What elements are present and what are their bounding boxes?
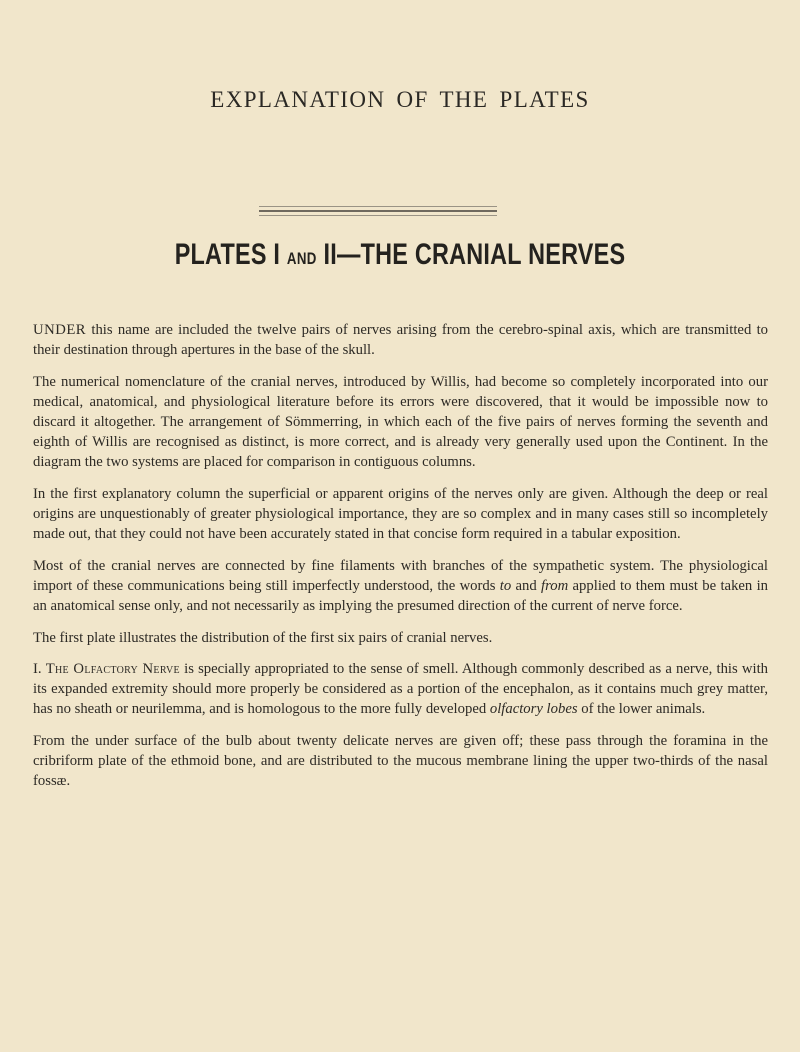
section-title-and: AND	[286, 249, 317, 268]
paragraph-text: applied to them must be taken in an anatomical sense only, and not necessarily as implying the presumed direction of the current of nerve force.	[33, 578, 768, 614]
decorative-rule	[259, 206, 497, 219]
paragraph-text: this name are included the twelve pairs of nerves arising from the cerebro-spinal axis, which are transmitted to their destination through apertures in the base of the skull.	[33, 322, 768, 358]
italic-term: olfactory lobes	[489, 701, 578, 717]
paragraph: From the under surface of the bulb about twenty delicate nerves are given off; these pass through the foramina in the cribriform plate of the ethmoid bone, and are distributed to the mucous membrane lining the upper two-thirds of the nasal fossæ.	[33, 733, 768, 789]
paragraph	[33, 320, 768, 360]
nerve-name: The Olfactory Nerve	[45, 661, 180, 677]
paragraph: In the first explanatory column the superficial or apparent origins of the nerves only are given. Although the deep or real origins are unquestionably of greater physiological importance, they are so complex and in many cases still so incompletely made out, that they could not have been accurately stated in that concise form required in a tabular exposition.	[33, 486, 768, 542]
section-title-part1: PLATES I	[174, 238, 287, 271]
paragraph-text: of the lower animals.	[577, 701, 706, 717]
nerve-number: I.	[33, 661, 46, 677]
paragraph-text: and	[511, 578, 542, 594]
lead-word: UNDER	[33, 322, 87, 338]
paragraph	[33, 556, 768, 616]
section-title-part2: II—THE CRANIAL NERVES	[316, 238, 626, 271]
section-title	[88, 238, 712, 272]
italic-word: to	[499, 578, 512, 594]
paragraph-text: is specially appropriated to the sense of smell. Although commonly described as a nerve, this with its expanded extremity should more properly be considered as a portion of the encephalon, as it contains much grey matter, has no sheath or neurilemma, and is homologous to the more fully developed	[33, 661, 768, 717]
paragraph: The numerical nomenclature of the cranial nerves, introduced by Willis, had become so completely incorporated into our medical, anatomical, and physiological literature before its errors were discovered, that it would be impossible now to discard it altogether. The arrangement of Sömmerring, in which each of the five pairs of nerves forming the seventh and eighth of Willis are recognised as distinct, is more correct, and is already very generally used upon the Continent. In the diagram the two systems are placed for comparison in contiguous columns.	[33, 374, 768, 470]
body-text	[33, 320, 768, 803]
paragraph	[33, 659, 768, 719]
paragraph-text: Most of the cranial nerves are connected by fine filaments with branches of the sympathetic system. The physiological import of these communications being still imperfectly understood, the words	[33, 558, 768, 594]
italic-word: from	[541, 578, 569, 594]
paragraph: The first plate illustrates the distribution of the first six pairs of cranial nerves.	[33, 630, 493, 646]
page-heading: EXPLANATION OF THE PLATES	[210, 87, 590, 112]
